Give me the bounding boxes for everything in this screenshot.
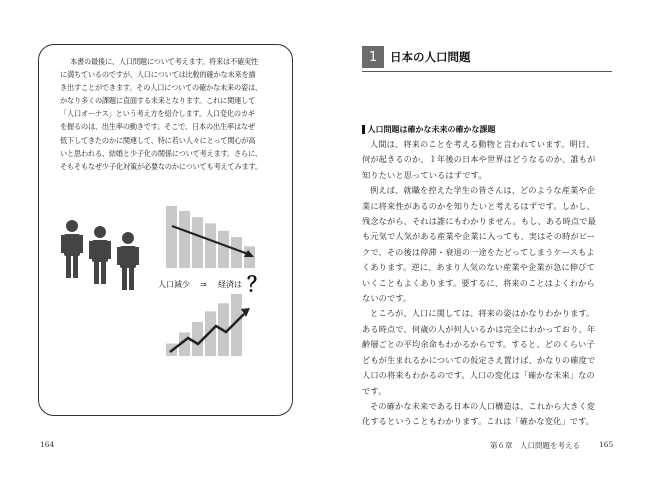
body-line: クで、その後は停滞・衰退の一途をたどってしまうケースもよ [362,246,595,257]
body-line: 人間は、将来のことを考える動物と言われています。明日、 [370,139,595,149]
left-page-number: 164 [40,440,55,449]
body-line: 齢層ごとの平均余命もわかるからです。すると、どのくらい子 [362,339,595,350]
right-page-number: 165 [599,440,614,449]
declining-bar [166,206,177,268]
body-line: 知りたいと思っているはずです。 [362,169,487,180]
body-line: その確かな未来である日本の人口構造は、これから大きく変 [370,400,596,411]
chapter-title: 日本の人口問題 [390,50,471,64]
chapter-number-badge: 1 [362,46,384,68]
figure-caption-population-decline: 人口減少 [158,280,190,289]
person-icon [61,220,83,278]
body-line: ある時点で、何歳の人が何人いるかは完全にわかっており、年 [362,323,596,334]
declining-bar [218,231,229,268]
intro-line: き出すことができます。その人口についての確かな未来の姿は、 [60,83,262,93]
intro-line: 「人口オーナス」という考え方を紹介します。人口変化のカギ [60,109,255,119]
figure-caption-economy: 経済は [218,280,242,289]
intro-line: 低下してきたのかに関連して、特に若い人々にとって関心が高 [60,135,256,145]
person-icon [117,232,139,290]
running-head: 第６章 人口問題を考える [490,441,580,450]
body-line: も元気で人気がある産業や企業に入っても、実はその時がピー [362,231,596,242]
person-icon [89,226,111,284]
declining-bar [192,217,203,268]
declining-bar [179,211,190,268]
intro-line: を握るのは、出生率の動きです。そこで、日本の出生率はなぜ [60,122,255,132]
body-line: 残念ながら、それは誰にもわかりません。もし、ある時点で最 [362,216,596,227]
body-line: 例えば、就職を控えた学生の皆さんは、どのような産業や企 [370,185,596,196]
body-line: くあります。逆に、あまり人気のない産業や企業が急に伸びて [362,262,595,273]
figure-arrow: ⇒ [200,280,207,289]
intro-line: そもそもなぜ少子化対策が必要なのかについても考えてみます。 [60,161,262,171]
intro-line: 本書の最後に、人口問題について考えます。将来は不確実性 [70,57,258,66]
declining-bar [231,237,242,268]
body-line: です。 [362,385,387,396]
body-line: どもが生まれるかについての仮定さえ置けば、かなりの確度で [362,354,596,365]
chapter-rule [362,71,612,72]
chapter-heading [362,46,471,68]
body-line: 業に将来性があるのかを知りたいと考えるはずです。しかし、 [362,200,596,211]
population-economy-illustration [48,200,288,370]
body-text [362,137,614,430]
intro-line: かなり多くの課題に直面する未来となります。これに関連して [60,96,256,106]
body-line: ないのです。 [362,293,412,304]
declining-bar [205,223,216,268]
question-mark-icon: ？ [247,272,267,296]
body-line: 化するということもわかります。これは「確かな変化」です。 [362,416,595,427]
body-line: いくこともよくあります。要するに、将来のことはよくわから [362,277,595,288]
section-marker [362,125,365,134]
section-heading [362,124,496,135]
body-line: 人口の将来もわかるのです。人口の変化は「確かな未来」なの [362,370,595,381]
section-title: 人口問題は確かな未来の確かな課題 [367,125,496,134]
body-line: ところが、人口に関しては、将来の姿はかなりわかります。 [370,308,595,319]
declining-bar [244,246,255,268]
body-line: 何が起きるのか、１年後の日本や世界はどうなるのか、誰もが [362,154,596,165]
intro-text [52,55,282,173]
intro-line: に満ちているのですが、人口については比較的確かな未来を描 [60,70,256,80]
intro-line: いと思われる、結婚と少子化の関係について考えます。さらに、 [60,148,262,158]
